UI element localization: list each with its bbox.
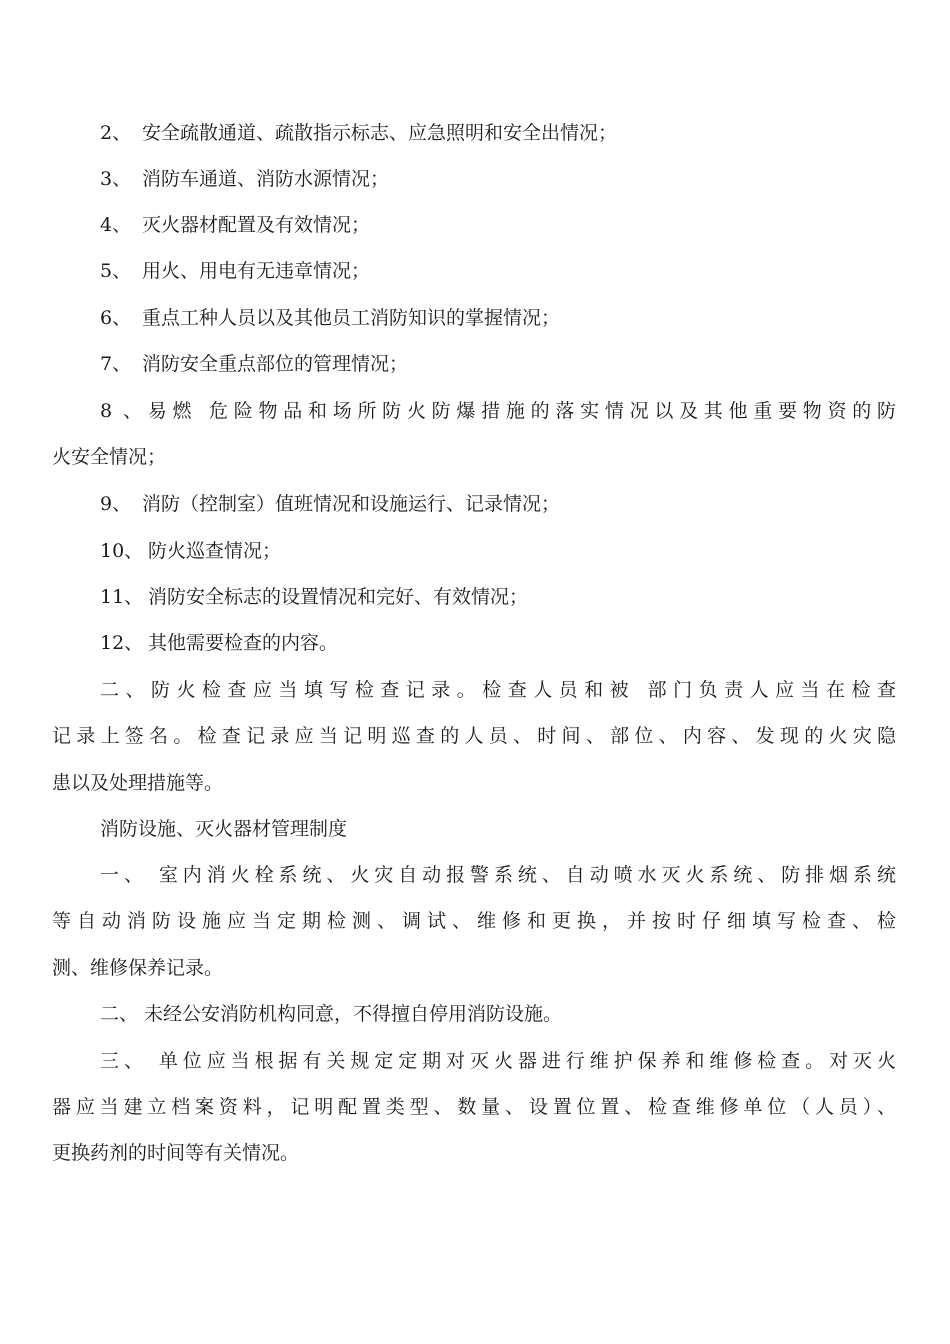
item-text: 重点工种人员以及其他员工消防知识的掌握情况；: [142, 307, 561, 329]
item-number: 11、: [100, 586, 144, 608]
item-number: 4、: [100, 214, 132, 236]
list-item: [100, 120, 617, 146]
paragraph-line: 更换药剂的时间等有关情况。: [52, 1142, 300, 1164]
item-number: 9、: [100, 493, 132, 515]
list-item: [100, 538, 281, 564]
item-text: 消防安全标志的设置情况和完好、有效情况；: [148, 586, 529, 608]
list-item-continuation: 火安全情况；: [52, 446, 167, 468]
item-text: 消防安全重点部位的管理情况；: [142, 353, 409, 375]
item-text: 消防车通道、消防水源情况；: [142, 168, 390, 190]
item-text: 其他需要检查的内容。: [148, 632, 339, 654]
item-number: 3、: [100, 168, 132, 190]
item-number: 10、: [100, 540, 144, 562]
paragraph-line: 二、 未经公安消防机构同意，不得擅自停用消防设施。: [100, 1003, 563, 1025]
item-number: 7、: [100, 353, 132, 375]
item-text: 消防（控制室）值班情况和设施运行、记录情况；: [142, 493, 561, 515]
paragraph-line: 等自动消防设施应当定期检测、调试、维修和更换，并按时仔细填写检查、检: [52, 910, 896, 932]
paragraph-line: 二、防火检查应当填写检查记录。检查人员和被 部门负责人应当在检查: [100, 679, 896, 701]
item-text: 用火、用电有无违章情况；: [142, 260, 371, 282]
list-item: [100, 398, 896, 424]
section-title: 消防设施、灭火器材管理制度: [100, 818, 348, 840]
list-item: [100, 630, 338, 656]
paragraph-line: 器应当建立档案资料，记明配置类型、数量、设置位置、检查维修单位（人员）、: [52, 1096, 896, 1118]
list-item: [100, 212, 370, 238]
list-item: [100, 305, 560, 331]
paragraph-line: 患以及处理措施等。: [52, 772, 224, 794]
list-item: [100, 258, 370, 284]
item-number: 2、: [100, 122, 132, 144]
item-number: 12、: [100, 632, 144, 654]
item-text: 易燃 危险物品和场所防火防爆措施的落实情况以及其他重要物资的防: [142, 400, 896, 422]
item-number: 5、: [100, 260, 132, 282]
list-item: [100, 584, 528, 610]
item-number: 8、: [100, 400, 142, 422]
paragraph-line: 测、维修保养记录。: [52, 957, 224, 979]
item-text: 灭火器材配置及有效情况；: [142, 214, 371, 236]
paragraph-line: 三、 单位应当根据有关规定定期对灭火器进行维护保养和维修检查。对灭火: [100, 1050, 896, 1072]
item-text: 安全疏散通道、疏散指示标志、应急照明和安全出情况；: [142, 122, 618, 144]
paragraph-line: 一、 室内消火栓系统、火灾自动报警系统、自动喷水灭火系统、防排烟系统: [100, 864, 896, 886]
item-text: 防火巡查情况；: [148, 540, 282, 562]
item-number: 6、: [100, 307, 132, 329]
list-item: [100, 166, 389, 192]
paragraph-line: 记录上签名。检查记录应当记明巡查的人员、时间、部位、内容、发现的火灾隐: [52, 725, 896, 747]
list-item: [100, 351, 408, 377]
list-item: [100, 491, 560, 517]
